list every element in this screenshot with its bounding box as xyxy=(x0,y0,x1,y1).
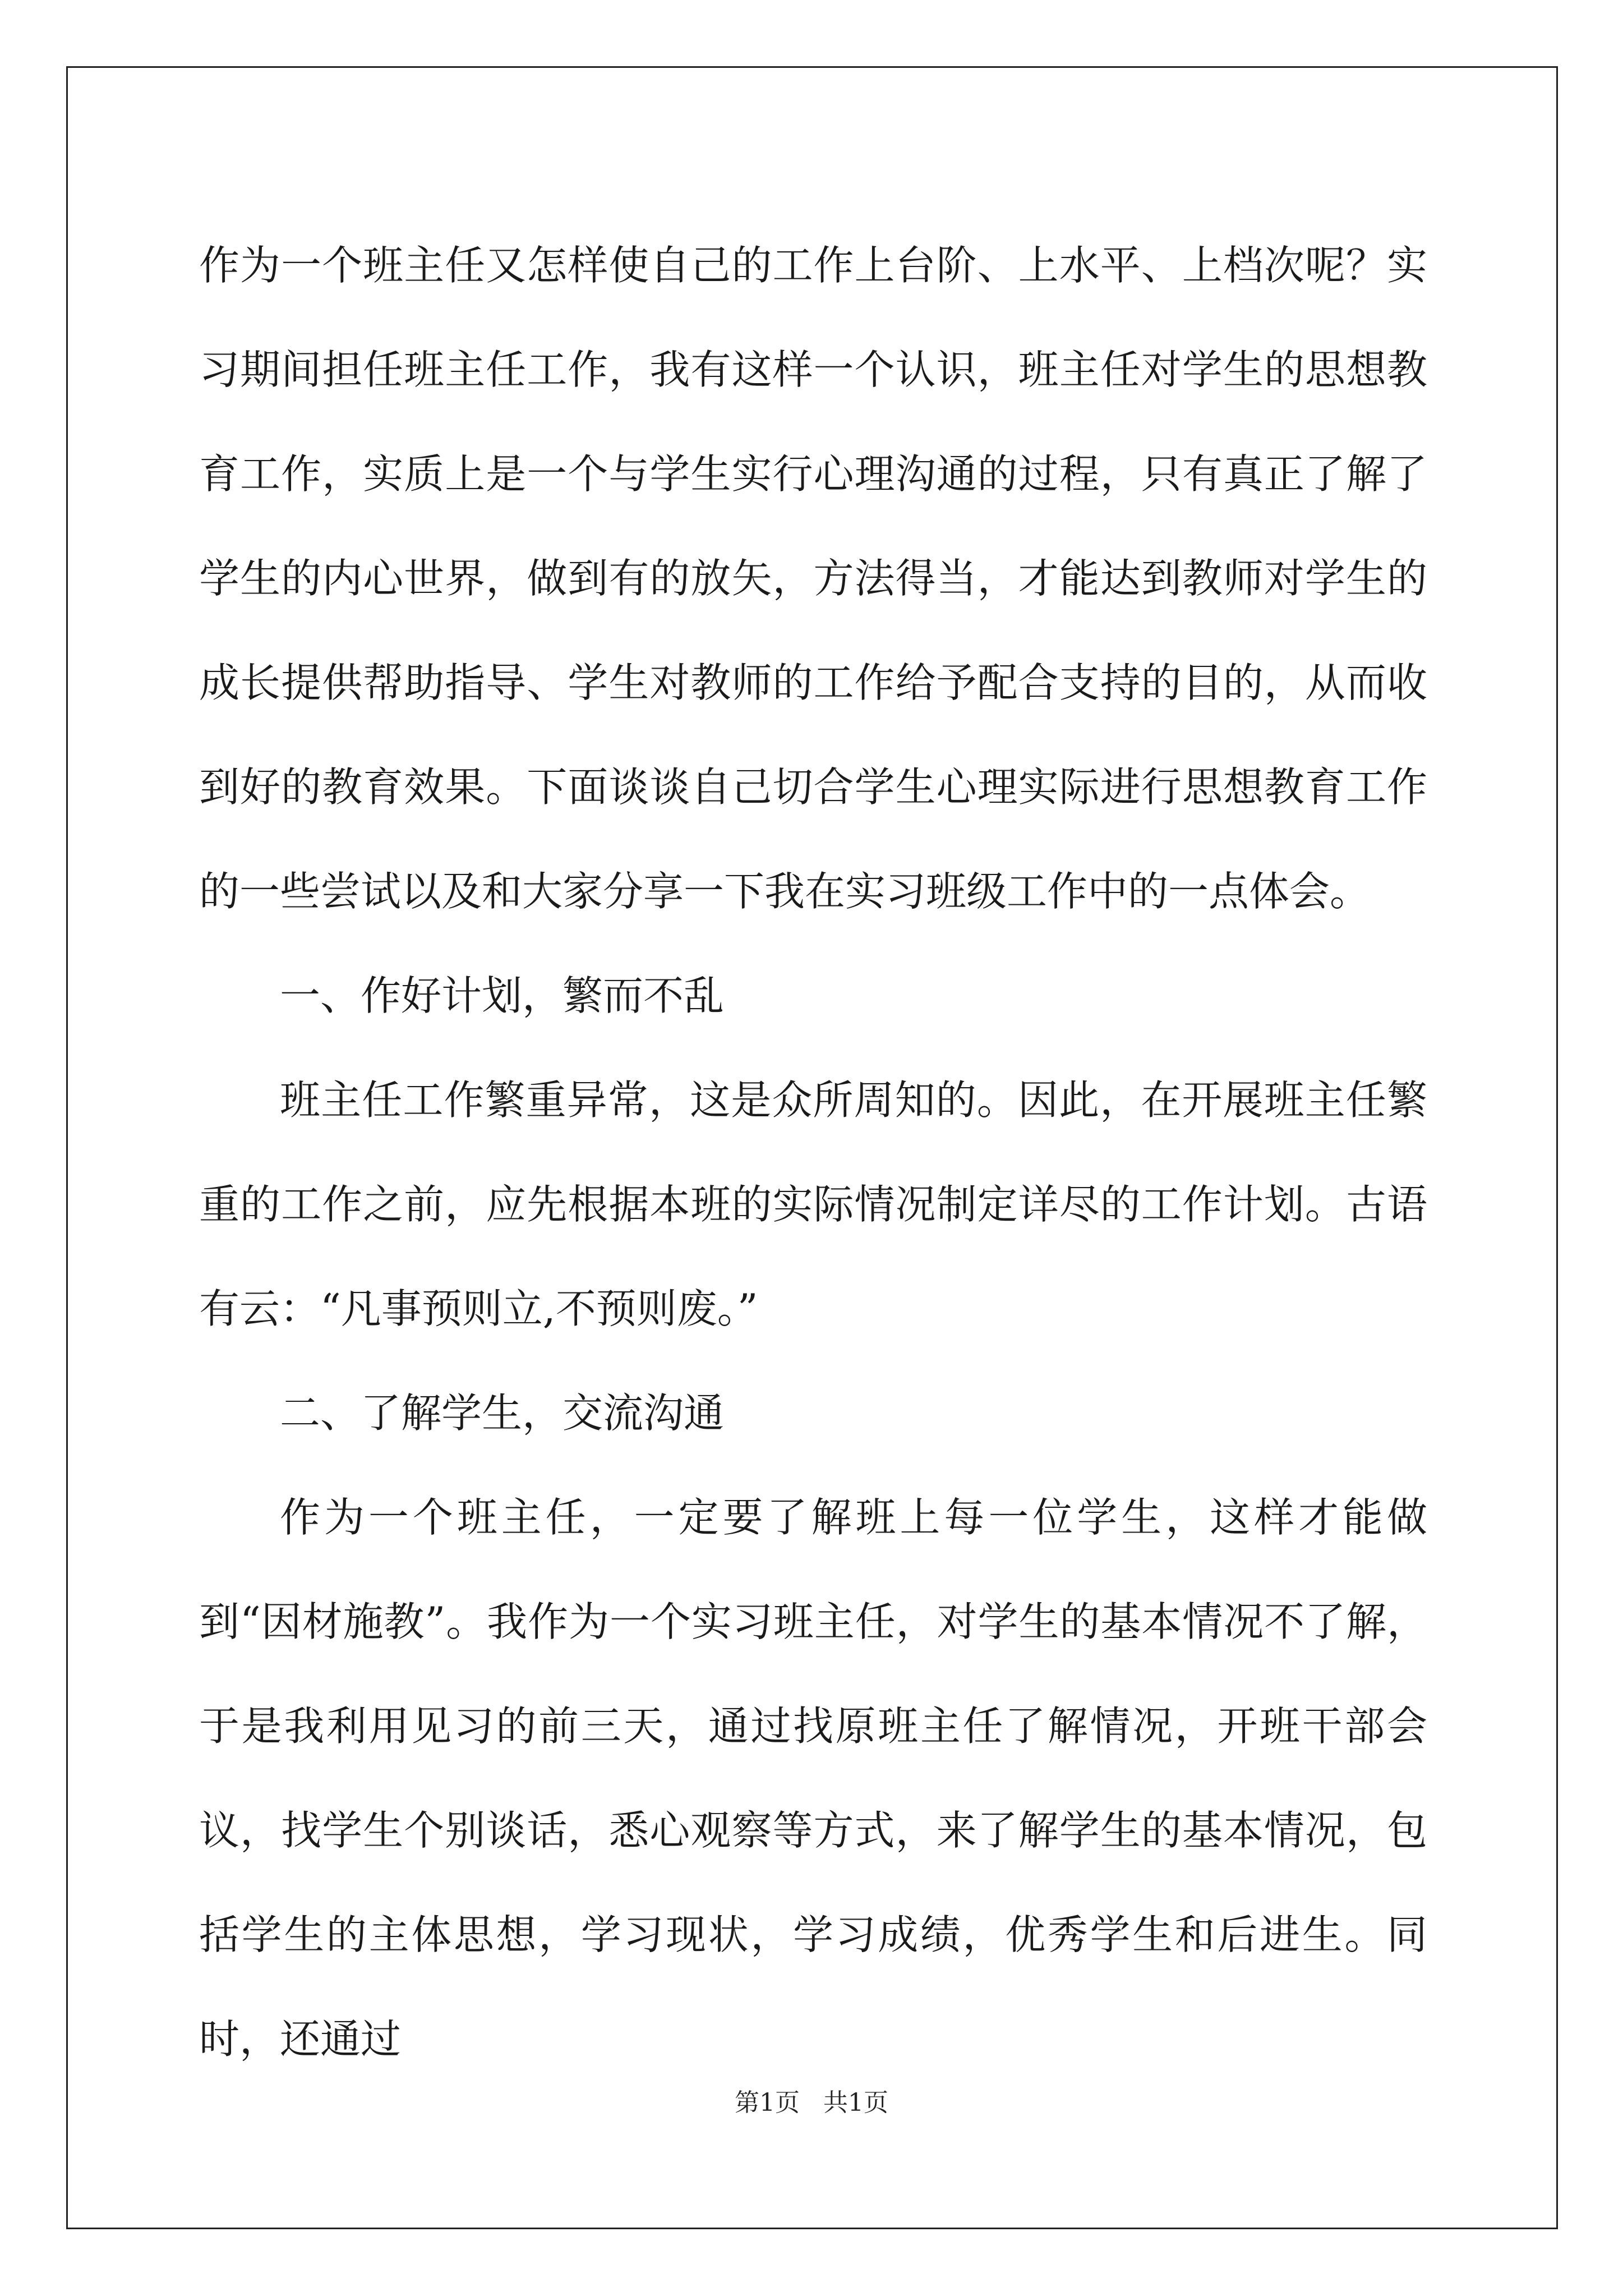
section-heading-2: 二、了解学生，交流沟通 xyxy=(280,1389,725,1437)
paragraph-2: 班主任工作繁重异常，这是众所周知的。因此，在开展班主任繁重的工作之前，应先根据本班的实际情况制定详尽的工作计划。古语有云：“凡事预则立,不预则废。” xyxy=(199,1076,1427,1332)
paragraph-3: 作为一个班主任，一定要了解班上每一位学生，这样才能做到“因材施教”。我作为一个实习班主任，对学生的基本情况不了解，于是我利用见习的前三天，通过找原班主任了解情况，开班干部会议，找学生个别谈话，悉心观察等方式，来了解学生的基本情况，包括学生的主体思想，学习现状，学习成绩，优秀学生和后进生。同时，还通过 xyxy=(199,1494,1427,2063)
page-number-footer: 第1页 共1页 xyxy=(735,2088,888,2117)
paragraph-1: 作为一个班主任又怎样使自己的工作上台阶、上水平、上档次呢？实习期间担任班主任工作，我有这样一个认识，班主任对学生的思想教育工作，实质上是一个与学生实行心理沟通的过程，只有真正了解了学生的内心世界，做到有的放矢，方法得当，才能达到教师对学生的成长提供帮助指导、学生对教师的工作给予配合支持的目的，从而收到好的教育效果。下面谈谈自己切合学生心理实际进行思想教育工作的一些尝试以及和大家分享一下我在实习班级工作中的一点体会。 xyxy=(199,242,1427,915)
document-body xyxy=(199,213,1427,2091)
section-heading-1: 一、作好计划，繁而不乱 xyxy=(280,972,725,1019)
